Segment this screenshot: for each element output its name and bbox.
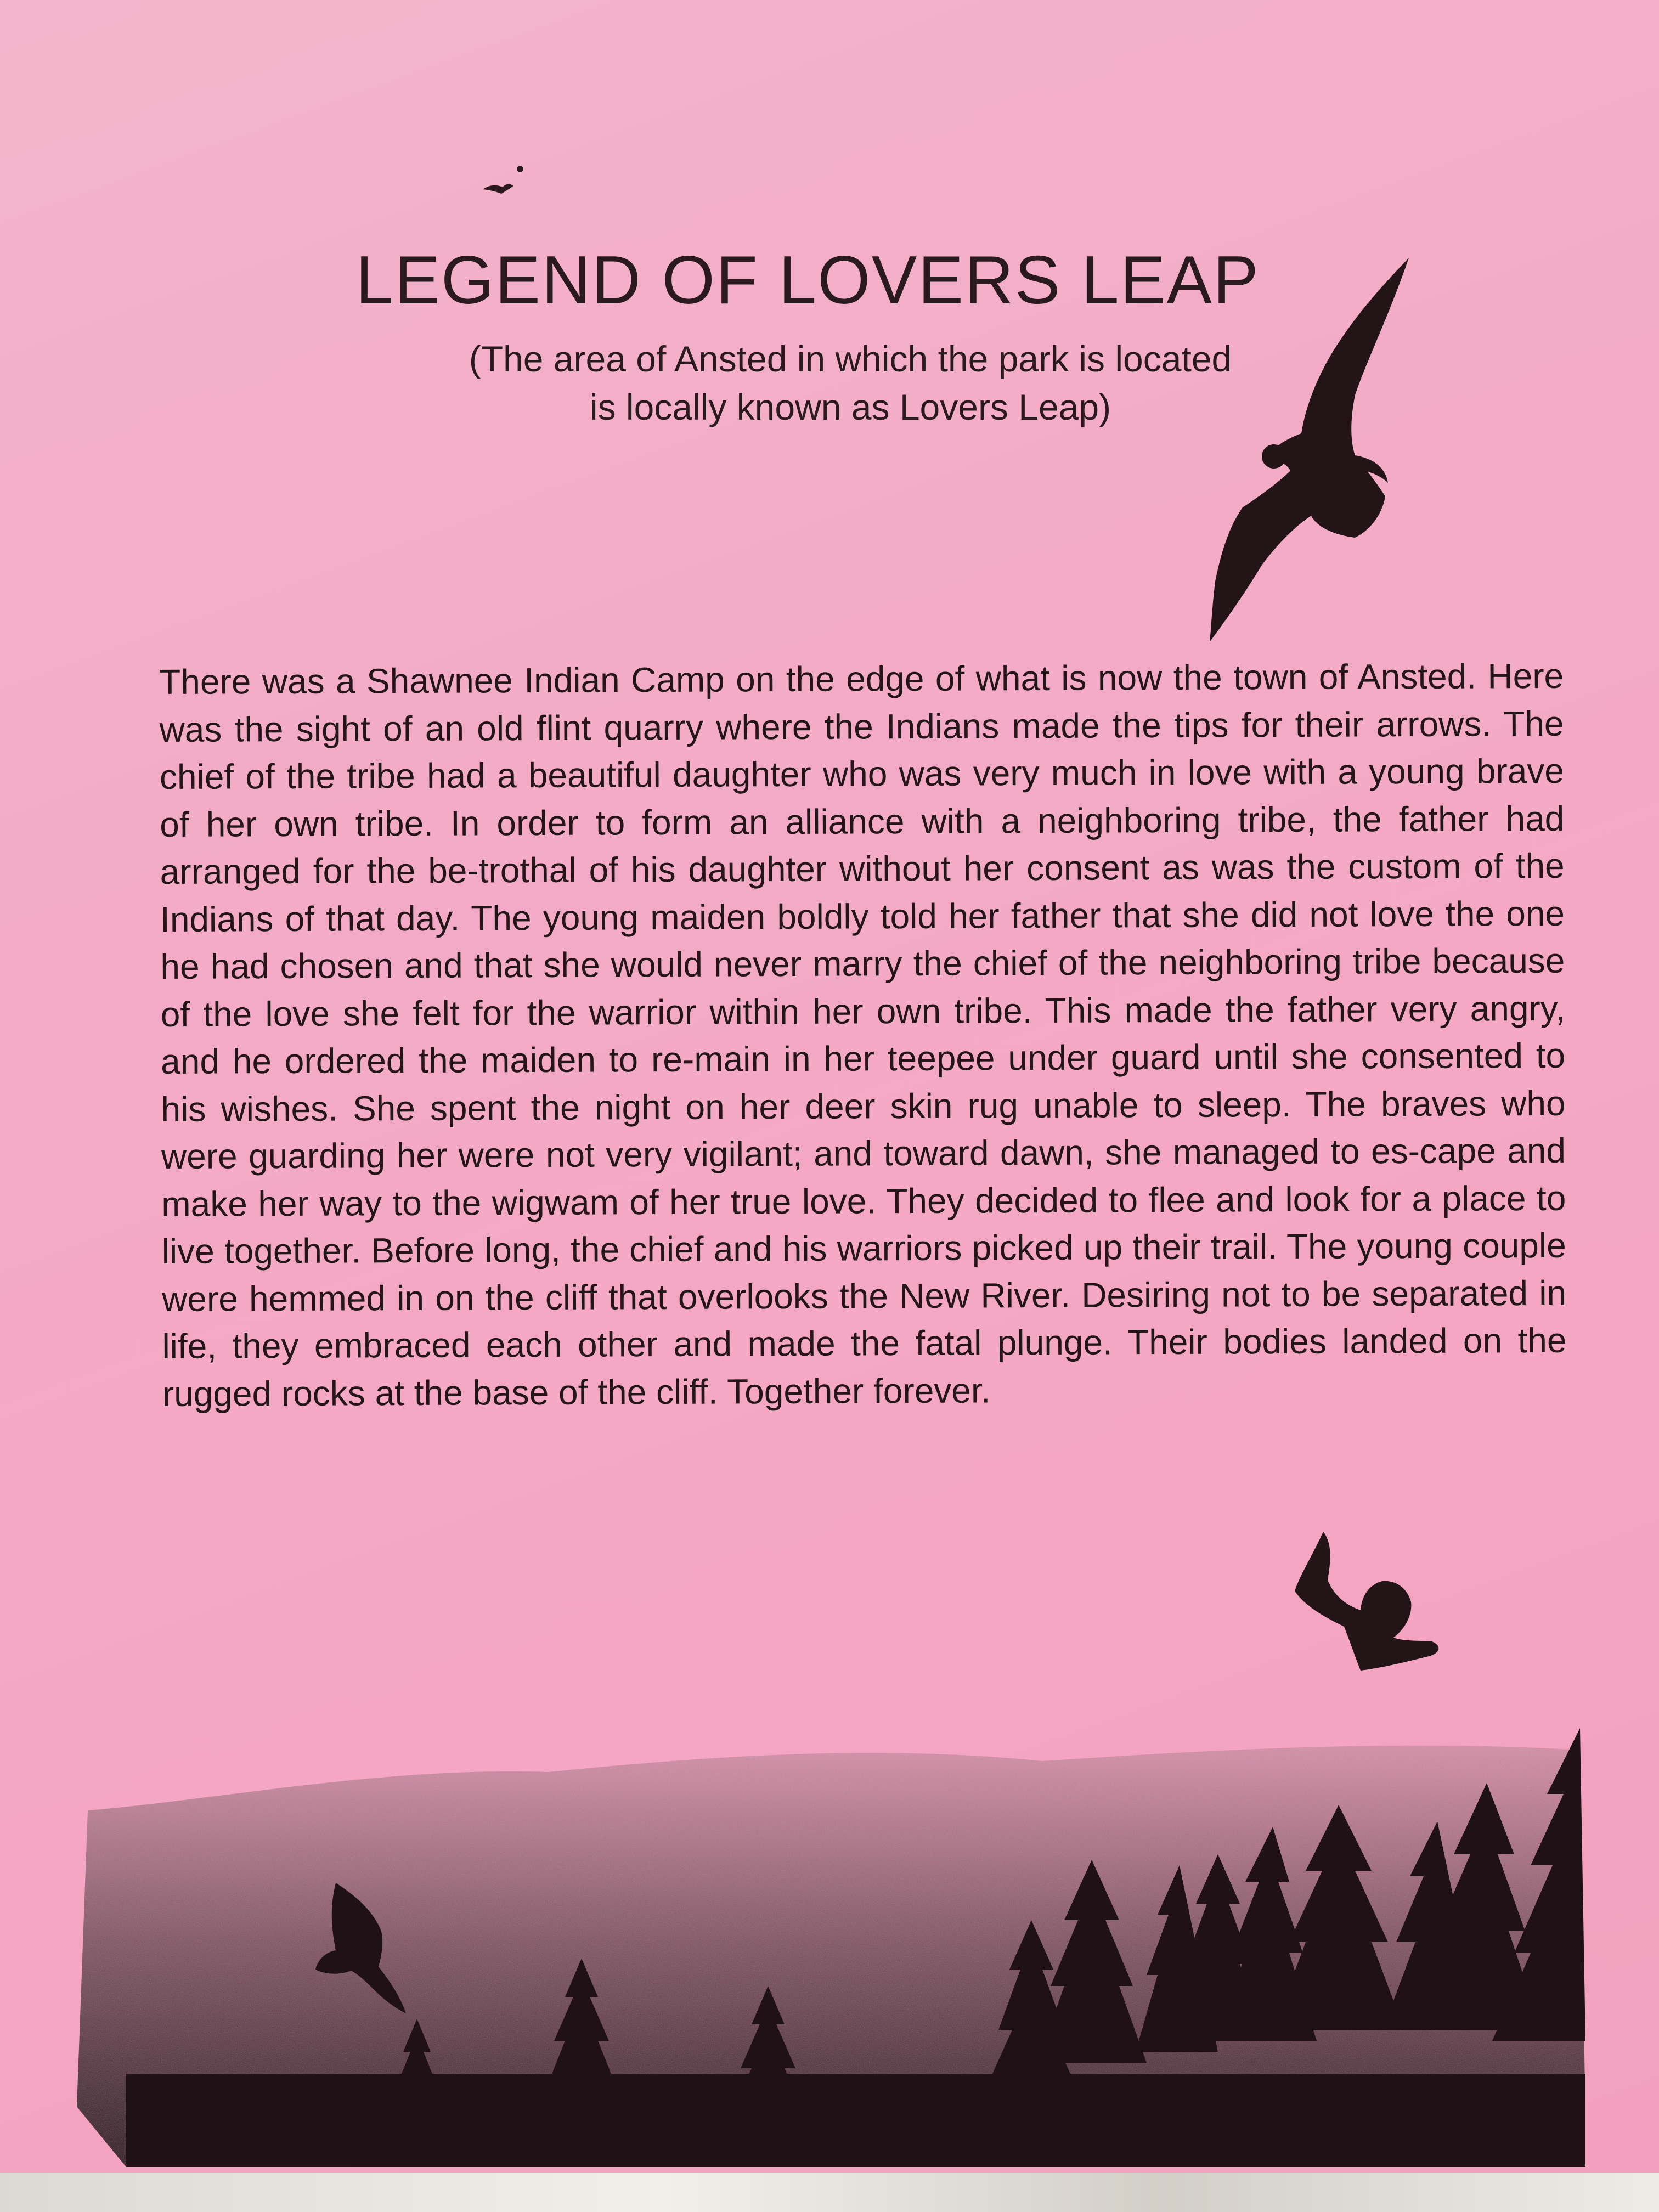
legend-body-text: There was a Shawnee Indian Camp on the edge of what is now the town of Ansted. Here was the sight of an old flint quarry where the Indians made the tips for their arrows. The chief of the tribe had a beautiful daughter who was very much in love with a young brave of her own tribe. In order to form an alliance with a neighboring tribe, the father had arranged for the be-trothal of his daughter without her consent as was the custom of the Indians of that day. The young maiden boldly told her father that she did not love the one he had chosen and that she would never marry the chief of the neighboring tribe because of the love she felt for the warrior within her own tribe. This made the father very angry, and he ordered the maiden to re-main in her teepee under guard until she consented to his wishes. She spent the night on her deer skin rug unable to sleep. The braves who were guarding her were not very vigilant; and toward dawn, she managed to es-cape and make her way to the wigwam of her true love. They decided to flee and look for a place to live together. Before long, the chief and his warriors picked up their trail. The young couple were hemmed in on the cliff that overlooks the New River. Desiring not to be separated in life, they embraced each other and made the fatal plunge. Their bodies landed on the rugged rocks at the base of the cliff. Together forever. bbox=[159, 656, 1567, 1414]
falling-figures-icon bbox=[1295, 1532, 1438, 1671]
title-text: LEGEND OF LOVERS LEAP bbox=[356, 242, 1260, 318]
soaring-hawk-icon bbox=[1210, 258, 1409, 642]
pine-forest-silhouette bbox=[77, 1728, 1585, 2167]
background-surface bbox=[0, 2172, 1659, 2212]
small-speck-icon bbox=[483, 166, 523, 194]
page-subtitle: (The area of Ansted in which the park is located is locally known as Lovers Leap) bbox=[469, 338, 1232, 427]
